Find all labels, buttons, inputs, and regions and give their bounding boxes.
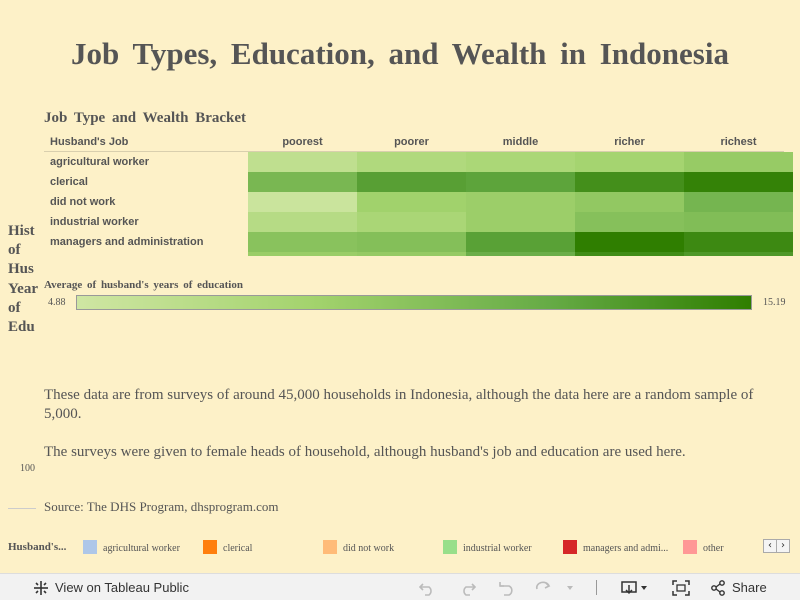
- share-label: Share: [732, 580, 767, 595]
- legend-swatch: [83, 540, 97, 554]
- heatmap-cell[interactable]: [357, 152, 466, 172]
- legend-label: clerical: [223, 543, 253, 554]
- undo-icon: [418, 580, 436, 596]
- column-header-richest[interactable]: richest: [720, 136, 757, 148]
- legend-prev-button[interactable]: ‹: [763, 539, 777, 553]
- heatmap-cell[interactable]: [248, 192, 357, 212]
- share-icon: [710, 580, 726, 596]
- heatmap-cell[interactable]: [575, 192, 684, 212]
- column-header-middle[interactable]: middle: [502, 136, 539, 148]
- legend-label: agricultural worker: [103, 543, 180, 554]
- heatmap-cell[interactable]: [466, 212, 575, 232]
- fullscreen-icon: [672, 580, 690, 596]
- fullscreen-button[interactable]: [672, 574, 690, 600]
- source-text: Source: The DHS Program, dhsprogram.com: [44, 499, 279, 514]
- heatmap-cell[interactable]: [466, 172, 575, 192]
- column-header-poorer[interactable]: poorer: [394, 136, 429, 148]
- heatmap-cell-partial: [466, 252, 575, 256]
- hist-title-line: Year: [8, 280, 38, 297]
- chevron-down-icon: [565, 583, 575, 593]
- refresh-dropdown[interactable]: [565, 574, 575, 600]
- heatmap-cell[interactable]: [684, 192, 793, 212]
- color-scale-title: Average of husband's years of education: [44, 279, 243, 291]
- heatmap-cell[interactable]: [248, 212, 357, 232]
- row-label-clerical[interactable]: clerical: [50, 176, 88, 188]
- refresh-icon: [534, 580, 554, 596]
- heatmap-cell[interactable]: [684, 172, 793, 192]
- legend-label: managers and admi...: [583, 543, 669, 554]
- row-label-managers[interactable]: managers and administration: [50, 236, 204, 248]
- heatmap-cell-partial: [248, 252, 357, 256]
- heatmap-cell[interactable]: [575, 152, 684, 172]
- heatmap-cell[interactable]: [248, 172, 357, 192]
- redo-icon: [459, 580, 477, 596]
- legend-swatch: [323, 540, 337, 554]
- revert-icon: [498, 580, 516, 596]
- view-on-tableau-public-button[interactable]: [33, 574, 189, 600]
- legend-swatch: [203, 540, 217, 554]
- heatmap-cell[interactable]: [466, 152, 575, 172]
- view-on-tableau-label: View on Tableau Public: [55, 580, 189, 595]
- heatmap-cell[interactable]: [248, 152, 357, 172]
- tableau-logo-icon: [33, 580, 49, 596]
- heatmap-cell-partial: [357, 252, 466, 256]
- histogram-axis-fragment: 100: [20, 463, 35, 474]
- color-scale-max: 15.19: [763, 297, 786, 308]
- source-divider: [8, 508, 36, 509]
- dashboard-title: Job Types, Education, and Wealth in Indonesia: [71, 36, 729, 71]
- legend-label: industrial worker: [463, 543, 532, 554]
- refresh-button[interactable]: [534, 574, 554, 600]
- toolbar-divider: [596, 580, 597, 595]
- hist-title-line: of: [8, 299, 21, 316]
- job-color-legend-title: Husband's...: [8, 541, 67, 553]
- heatmap-cell[interactable]: [466, 192, 575, 212]
- legend-label: did not work: [343, 543, 395, 554]
- heatmap-cell-partial: [684, 252, 793, 256]
- histogram-title-fragment: [8, 222, 38, 342]
- heatmap-cell[interactable]: [357, 172, 466, 192]
- share-button[interactable]: [710, 574, 767, 600]
- redo-button[interactable]: [459, 574, 477, 600]
- tableau-toolbar: [0, 573, 800, 600]
- legend-swatch: [683, 540, 697, 554]
- hist-title-line: Hist: [8, 223, 35, 239]
- hist-title-line: Edu: [8, 319, 35, 336]
- undo-button[interactable]: [418, 574, 436, 600]
- legend-swatch: [563, 540, 577, 554]
- download-icon: [621, 580, 649, 596]
- column-header-richer[interactable]: richer: [614, 136, 645, 148]
- color-scale-bar[interactable]: [76, 295, 752, 310]
- heatmap-cell[interactable]: [357, 212, 466, 232]
- row-label-did-not-work[interactable]: did not work: [50, 196, 116, 208]
- heatmap-cell[interactable]: [466, 232, 575, 252]
- description-paragraph-2: The surveys were given to female heads of household, although husband's job and education are used here.: [44, 444, 686, 460]
- heatmap-cell-partial: [575, 252, 684, 256]
- heatmap-cell[interactable]: [575, 232, 684, 252]
- legend-label: other: [703, 543, 724, 554]
- row-label-agricultural-worker[interactable]: agricultural worker: [50, 156, 150, 168]
- heatmap-cell[interactable]: [684, 212, 793, 232]
- heatmap-cell[interactable]: [684, 152, 793, 172]
- download-button[interactable]: [621, 574, 649, 600]
- description-paragraph-1: These data are from surveys of around 45,000 households in Indonesia, although the data here are a random sample of 5,000.: [44, 387, 754, 422]
- revert-button[interactable]: [498, 574, 516, 600]
- heatmap-cell[interactable]: [357, 232, 466, 252]
- row-header-title: Husband's Job: [50, 136, 129, 148]
- heatmap-cell[interactable]: [575, 172, 684, 192]
- hist-title-line: of: [8, 242, 21, 259]
- column-header-poorest[interactable]: poorest: [282, 136, 323, 148]
- heatmap-column-header-row: [44, 134, 784, 152]
- legend-swatch: [443, 540, 457, 554]
- row-label-industrial-worker[interactable]: industrial worker: [50, 216, 139, 228]
- heatmap-cell[interactable]: [684, 232, 793, 252]
- heatmap-cell[interactable]: [248, 232, 357, 252]
- color-scale-min: 4.88: [48, 297, 66, 308]
- legend-next-button[interactable]: ›: [776, 539, 790, 553]
- hist-title-line: Hus: [8, 261, 34, 278]
- heatmap-title: Job Type and Wealth Bracket: [44, 110, 247, 126]
- heatmap-cell[interactable]: [575, 212, 684, 232]
- heatmap-cell[interactable]: [357, 192, 466, 212]
